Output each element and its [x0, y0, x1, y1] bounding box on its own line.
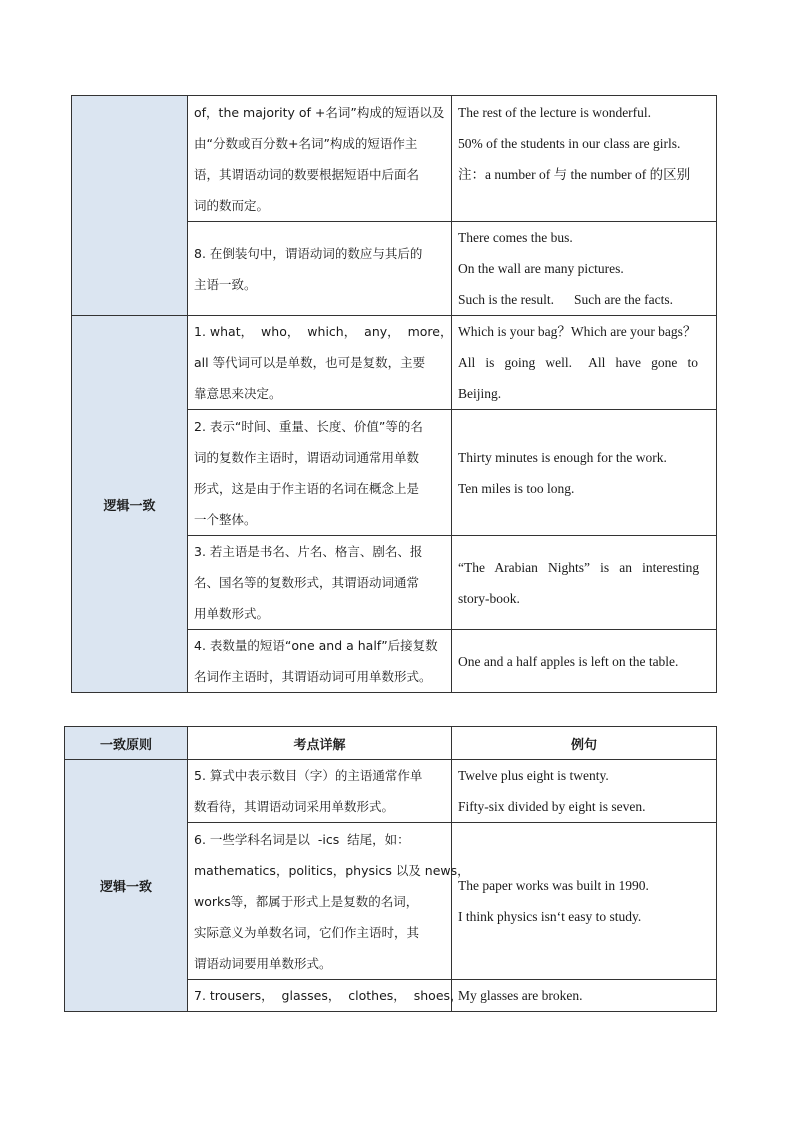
- detail-cell: [188, 760, 452, 823]
- detail-cell: [188, 980, 463, 1012]
- table-row: [72, 96, 717, 222]
- detail-line: 1. what， who， which， any， more，: [194, 324, 453, 339]
- detail-line: 形式，这是由于作主语的名词在概念上是: [194, 480, 420, 496]
- grammar-table-2: [64, 726, 717, 1012]
- example-line: “The Arabian Nights” is an interesting: [458, 559, 700, 575]
- detail-line: 谓语动词要用单数形式。: [194, 955, 332, 971]
- detail-line: 靠意思来决定。: [194, 386, 282, 401]
- detail-cell: [188, 630, 452, 693]
- detail-cell: [188, 536, 452, 630]
- example-line: Thirty minutes is enough for the work.: [458, 449, 667, 465]
- detail-line: 用单数形式。: [194, 606, 270, 621]
- detail-line: 3. 若主语是书名、片名、格言、剧名、报: [194, 544, 423, 559]
- detail-line: 名、国名等的复数形式，其谓语动词通常: [194, 575, 420, 590]
- example-cell: [452, 316, 717, 410]
- category-cell-blank: [72, 96, 188, 316]
- header-detail: 考点详解: [188, 727, 452, 760]
- detail-line: 7. trousers， glasses， clothes， shoes，: [194, 988, 463, 1003]
- detail-cell: [188, 222, 452, 316]
- detail-cell: [188, 96, 452, 222]
- detail-cell: [188, 823, 470, 980]
- example-line: The rest of the lecture is wonderful.: [458, 105, 652, 120]
- example-cell: [452, 980, 717, 1012]
- detail-line: 主语一致。: [194, 276, 257, 292]
- detail-line: mathematics，politics，physics 以及 news，: [194, 862, 470, 878]
- grammar-table-1: [71, 95, 717, 693]
- category-cell: 逻辑一致: [65, 760, 188, 1012]
- detail-line: 语，其谓语动词的数要根据短语中后面名: [194, 166, 420, 182]
- example-line: The paper works was built in 1990.: [458, 878, 649, 893]
- example-line: Twelve plus eight is twenty.: [458, 768, 609, 783]
- example-line: story-book.: [458, 590, 520, 606]
- example-line: Beijing.: [458, 386, 502, 401]
- header-example: 例句: [452, 727, 717, 760]
- example-cell: [452, 536, 717, 630]
- detail-line: 词的数而定。: [194, 197, 270, 213]
- example-line: Which is your bag？Which are your bags？: [458, 324, 697, 339]
- detail-line: 一个整体。: [194, 511, 257, 527]
- example-line: Fifty-six divided by eight is seven.: [458, 799, 646, 814]
- detail-line: 实际意义为单数名词，它们作主语时，其: [194, 924, 420, 940]
- example-line: Ten miles is too long.: [458, 480, 575, 496]
- table-header-row: [65, 727, 717, 760]
- detail-line: 词的复数作主语时，谓语动词通常用单数: [194, 449, 420, 465]
- detail-line: 2. 表示“时间、重量、长度、价值”等的名: [194, 418, 423, 434]
- detail-line: works等，都属于形式上是复数的名词，: [194, 893, 419, 909]
- table-row: [72, 316, 717, 410]
- detail-line: 6. 一些学科名词是以 -ics 结尾，如：: [194, 831, 410, 847]
- example-line: On the wall are many pictures.: [458, 261, 624, 276]
- example-cell: [452, 630, 717, 693]
- detail-cell: [188, 410, 452, 536]
- example-cell: [452, 222, 717, 316]
- example-line: My glasses are broken.: [458, 988, 583, 1003]
- detail-line: 5. 算式中表示数目（字）的主语通常作单: [194, 768, 423, 783]
- example-cell: [452, 823, 717, 980]
- example-line: There comes the bus.: [458, 230, 573, 245]
- detail-line: 4. 表数量的短语“one and a half”后接复数: [194, 638, 438, 653]
- example-line: Such is the result. Such are the facts.: [458, 292, 673, 307]
- category-cell: 逻辑一致: [72, 316, 188, 693]
- example-line: 50% of the students in our class are girls.: [458, 136, 681, 151]
- detail-cell: [188, 316, 452, 410]
- example-line: All is going well. All have gone to: [458, 355, 698, 370]
- example-line: I think physics isn‘t easy to study.: [458, 909, 642, 924]
- detail-line: 8. 在倒装句中，谓语动词的数应与其后的: [194, 245, 423, 261]
- detail-line: of，the majority of +名词”构成的短语以及: [194, 104, 445, 120]
- detail-line: all 等代词可以是单数，也可是复数，主要: [194, 355, 426, 370]
- detail-line: 名词作主语时，其谓语动词可用单数形式。: [194, 669, 432, 684]
- example-cell: [452, 96, 717, 222]
- example-line: One and a half apples is left on the table.: [458, 653, 679, 669]
- example-cell: [452, 760, 717, 823]
- example-line: 注：a number of 与 the number of 的区别: [458, 167, 691, 182]
- example-cell: [452, 410, 717, 536]
- table-row: [65, 760, 717, 823]
- detail-line: 由“分数或百分数+名词”构成的短语作主: [194, 135, 418, 151]
- header-principle: 一致原则: [65, 727, 188, 760]
- detail-line: 数看待，其谓语动词采用单数形式。: [194, 799, 395, 814]
